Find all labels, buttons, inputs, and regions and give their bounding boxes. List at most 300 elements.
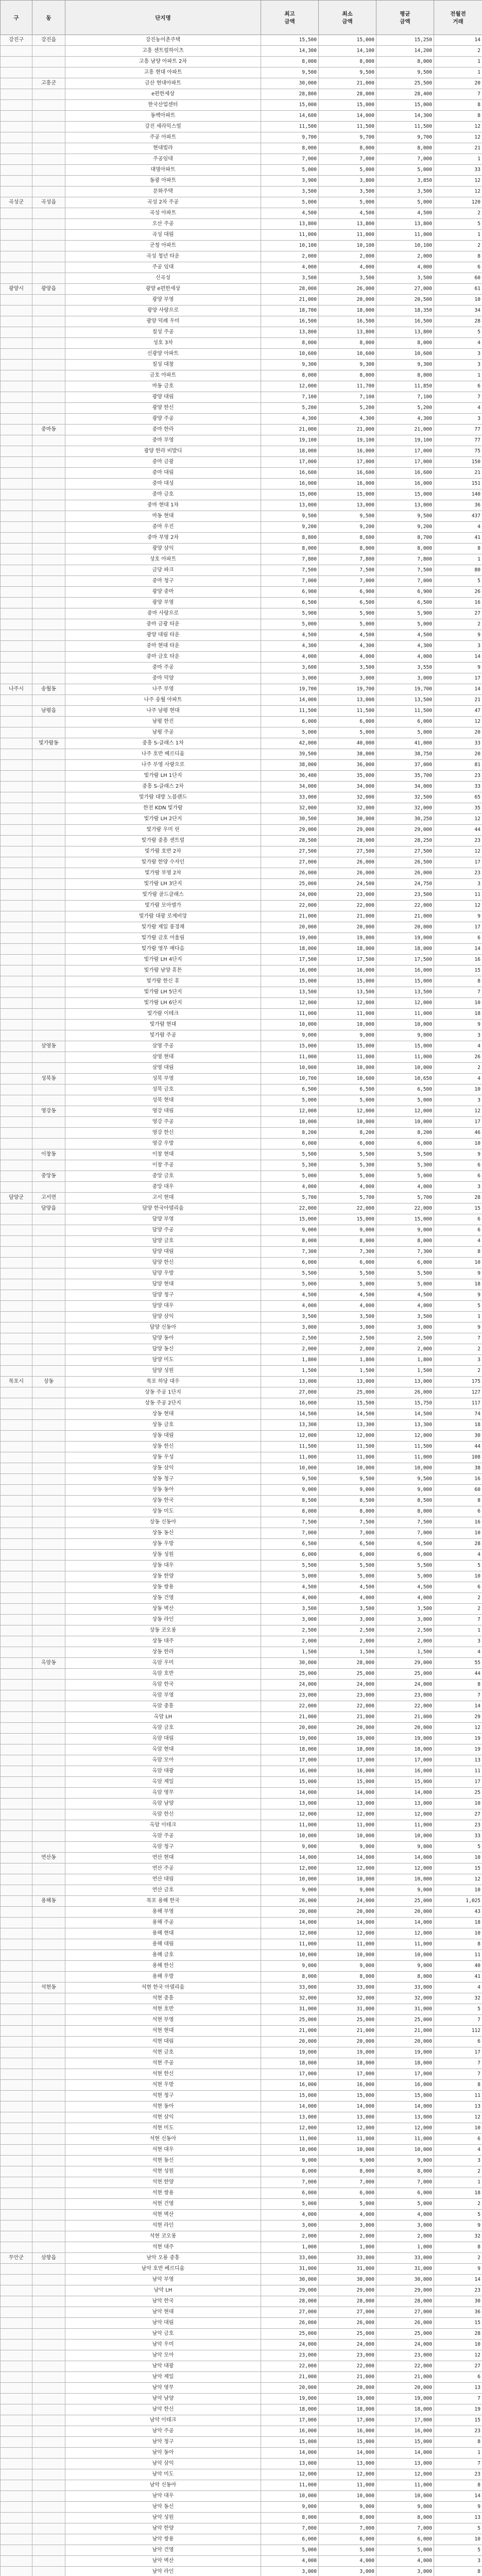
cell-dong xyxy=(32,1020,65,1030)
cell-count: 23 xyxy=(434,2469,482,2480)
table-row xyxy=(1,295,482,306)
table-row xyxy=(1,976,482,987)
cell-dong xyxy=(32,273,65,284)
table-row xyxy=(1,663,482,673)
cell-dong xyxy=(32,2296,65,2307)
cell-avg: 11,500 xyxy=(376,706,434,717)
cell-dong xyxy=(32,208,65,219)
cell-gu xyxy=(1,976,32,987)
table-row xyxy=(1,2372,482,2383)
cell-min: 4,000 xyxy=(319,2556,376,2567)
cell-name: 상동 쌍용 xyxy=(65,1582,261,1593)
cell-count: 12 xyxy=(434,717,482,727)
cell-min: 8,000 xyxy=(319,57,376,67)
cell-dong xyxy=(32,1301,65,1312)
table-row xyxy=(1,1744,482,1755)
cell-max: 17,000 xyxy=(261,1755,319,1766)
cell-min: 20,000 xyxy=(319,2037,376,2047)
cell-count: 10 xyxy=(434,1853,482,1863)
cell-min: 6,500 xyxy=(319,1539,376,1550)
cell-max: 32,000 xyxy=(261,803,319,814)
cell-max: 12,000 xyxy=(261,1928,319,1939)
cell-name: 옥암 남양 xyxy=(65,1799,261,1809)
table-row xyxy=(1,1788,482,1799)
cell-gu xyxy=(1,1344,32,1355)
table-row xyxy=(1,89,482,100)
cell-count: 8 xyxy=(434,1939,482,1950)
cell-min: 7,100 xyxy=(319,392,376,403)
cell-avg: 3,000 xyxy=(376,673,434,684)
cell-gu: 강진구 xyxy=(1,35,32,46)
cell-dong xyxy=(32,695,65,706)
cell-min: 18,000 xyxy=(319,2058,376,2069)
cell-dong xyxy=(32,338,65,349)
cell-gu xyxy=(1,1128,32,1139)
table-row xyxy=(1,522,482,533)
cell-min: 20,000 xyxy=(319,922,376,933)
cell-name: 옥암 중흥 xyxy=(65,1701,261,1712)
cell-max: 8,000 xyxy=(261,1972,319,1982)
cell-count: 60 xyxy=(434,273,482,284)
cell-count: 10 xyxy=(434,1528,482,1539)
cell-name: 상동 신동아 xyxy=(65,1517,261,1528)
cell-min: 18,000 xyxy=(319,944,376,955)
cell-gu xyxy=(1,933,32,944)
cell-count: 44 xyxy=(434,1669,482,1680)
cell-gu xyxy=(1,1009,32,1020)
cell-avg: 17,000 xyxy=(376,2069,434,2080)
cell-max: 13,800 xyxy=(261,327,319,338)
table-row xyxy=(1,1344,482,1355)
cell-avg: 9,200 xyxy=(376,522,434,533)
cell-max: 25,000 xyxy=(261,1669,319,1680)
cell-min: 21,000 xyxy=(319,425,376,435)
cell-min: 16,000 xyxy=(319,965,376,976)
cell-min: 4,000 xyxy=(319,652,376,663)
table-row xyxy=(1,2069,482,2080)
cell-min: 5,000 xyxy=(319,1279,376,1290)
cell-min: 25,000 xyxy=(319,1387,376,1398)
cell-avg: 3,000 xyxy=(376,1615,434,1625)
cell-name: 중마 현대 1차 xyxy=(65,500,261,511)
cell-min: 5,000 xyxy=(319,727,376,738)
cell-gu xyxy=(1,1106,32,1117)
cell-gu xyxy=(1,2015,32,2026)
cell-min: 7,500 xyxy=(319,1517,376,1528)
cell-name: 빛가람 한양 수자인 xyxy=(65,857,261,868)
cell-dong xyxy=(32,836,65,846)
table-row xyxy=(1,2404,482,2415)
table-row xyxy=(1,1366,482,1377)
cell-avg: 12,000 xyxy=(376,2469,434,2480)
cell-avg: 3,500 xyxy=(376,187,434,197)
cell-avg: 13,000 xyxy=(376,2459,434,2469)
cell-name: 빛가람 제일 풍경채 xyxy=(65,922,261,933)
cell-dong xyxy=(32,1084,65,1095)
cell-min: 10,000 xyxy=(319,1831,376,1842)
cell-gu xyxy=(1,241,32,251)
cell-avg: 3,550 xyxy=(376,663,434,673)
cell-min: 16,000 xyxy=(319,2426,376,2437)
cell-dong xyxy=(32,2156,65,2166)
cell-avg: 2,500 xyxy=(376,1333,434,1344)
table-row xyxy=(1,403,482,414)
cell-gu xyxy=(1,1452,32,1463)
cell-min: 30,000 xyxy=(319,814,376,825)
cell-count: 6 xyxy=(434,1506,482,1517)
cell-max: 7,000 xyxy=(261,1528,319,1539)
cell-name: 남악 영무 xyxy=(65,2383,261,2394)
cell-min: 22,000 xyxy=(319,1204,376,1214)
cell-dong xyxy=(32,673,65,684)
cell-name: 중마 청구 xyxy=(65,576,261,587)
cell-dong xyxy=(32,1712,65,1723)
cell-dong xyxy=(32,868,65,879)
cell-max: 18,000 xyxy=(261,2404,319,2415)
cell-count: 9 xyxy=(434,2264,482,2275)
cell-name: 상동 동아 xyxy=(65,1485,261,1496)
table-row xyxy=(1,230,482,241)
cell-dong xyxy=(32,1625,65,1636)
cell-name: 대명아파트 xyxy=(65,165,261,176)
cell-gu xyxy=(1,955,32,965)
cell-dong xyxy=(32,370,65,381)
cell-min: 14,000 xyxy=(319,1918,376,1928)
table-row xyxy=(1,1204,482,1214)
cell-count: 32 xyxy=(434,1993,482,2004)
cell-max: 9,000 xyxy=(261,2502,319,2513)
cell-name: 중흥 S-클래스 1차 xyxy=(65,738,261,749)
cell-count: 9 xyxy=(434,630,482,641)
cell-gu xyxy=(1,1853,32,1863)
cell-avg: 3,000 xyxy=(376,1323,434,1333)
cell-gu xyxy=(1,1744,32,1755)
cell-gu xyxy=(1,522,32,533)
cell-count: 9 xyxy=(434,1323,482,1333)
cell-name: 남악 남양 xyxy=(65,2394,261,2404)
cell-gu xyxy=(1,1214,32,1225)
cell-dong xyxy=(32,1474,65,1485)
cell-name: 석현 한국 아델리움 xyxy=(65,1982,261,1993)
cell-name: 동광 아파트 xyxy=(65,176,261,187)
cell-gu xyxy=(1,2350,32,2361)
cell-max: 31,000 xyxy=(261,2004,319,2015)
cell-max: 42,000 xyxy=(261,738,319,749)
cell-count: 3 xyxy=(434,1095,482,1106)
cell-gu xyxy=(1,1842,32,1853)
cell-count: 2 xyxy=(434,241,482,251)
cell-avg: 18,350 xyxy=(376,306,434,316)
table-row xyxy=(1,868,482,879)
cell-count: 17 xyxy=(434,1117,482,1128)
cell-max: 8,000 xyxy=(261,338,319,349)
cell-name: 담양 우방 xyxy=(65,1268,261,1279)
cell-count: 10 xyxy=(434,1799,482,1809)
cell-name: 용해 부영 xyxy=(65,1907,261,1918)
cell-max: 3,000 xyxy=(261,2221,319,2231)
cell-avg: 5,900 xyxy=(376,608,434,619)
cell-max: 8,200 xyxy=(261,1128,319,1139)
cell-count: 7 xyxy=(434,987,482,998)
cell-count: 9 xyxy=(434,2502,482,2513)
cell-avg: 4,000 xyxy=(376,1182,434,1193)
cell-count: 151 xyxy=(434,479,482,489)
cell-max: 15,000 xyxy=(261,1041,319,1052)
cell-name: 옥암 영무 xyxy=(65,1788,261,1799)
cell-name: 나주 송월 아파트 xyxy=(65,695,261,706)
cell-avg: 11,000 xyxy=(376,2480,434,2491)
cell-name: 남악 성원 xyxy=(65,2513,261,2523)
table-row xyxy=(1,2112,482,2123)
cell-dong xyxy=(32,1225,65,1236)
cell-max: 28,000 xyxy=(261,284,319,295)
cell-dong xyxy=(32,749,65,760)
cell-avg: 32,000 xyxy=(376,1993,434,2004)
cell-count: 8 xyxy=(434,1680,482,1690)
cell-avg: 3,500 xyxy=(376,1604,434,1615)
cell-avg: 9,000 xyxy=(376,1961,434,1972)
cell-gu xyxy=(1,2491,32,2502)
cell-name: 한국산업센터 xyxy=(65,100,261,111)
cell-min: 15,000 xyxy=(319,2091,376,2102)
cell-max: 12,000 xyxy=(261,998,319,1009)
cell-dong: 영강동 xyxy=(32,1106,65,1117)
cell-name: 상동 대림 xyxy=(65,1431,261,1442)
cell-max: 6,000 xyxy=(261,1550,319,1561)
cell-min: 40,000 xyxy=(319,738,376,749)
cell-count: 2 xyxy=(434,2166,482,2177)
cell-dong xyxy=(32,1680,65,1690)
table-row xyxy=(1,2394,482,2404)
cell-name: 강진 세라믹스빌 xyxy=(65,122,261,132)
cell-min: 29,000 xyxy=(319,2285,376,2296)
cell-count: 17 xyxy=(434,1777,482,1788)
cell-max: 3,500 xyxy=(261,1312,319,1323)
table-row xyxy=(1,241,482,251)
cell-gu xyxy=(1,78,32,89)
cell-count: 14 xyxy=(434,652,482,663)
table-row xyxy=(1,435,482,446)
cell-min: 24,000 xyxy=(319,1680,376,1690)
cell-max: 27,500 xyxy=(261,846,319,857)
cell-count: 61 xyxy=(434,284,482,295)
cell-count: 17 xyxy=(434,857,482,868)
cell-gu xyxy=(1,1820,32,1831)
cell-name: 광양 한라 비발디 xyxy=(65,446,261,457)
cell-avg: 24,000 xyxy=(376,2340,434,2350)
cell-count: 10 xyxy=(434,295,482,306)
cell-min: 15,000 xyxy=(319,1214,376,1225)
cell-min: 21,000 xyxy=(319,2026,376,2037)
cell-count: 12 xyxy=(434,1874,482,1885)
cell-name: 석현 라인 xyxy=(65,2221,261,2231)
table-row xyxy=(1,1896,482,1907)
cell-name: 삼영 주공 xyxy=(65,1041,261,1052)
cell-gu xyxy=(1,1885,32,1896)
cell-min: 10,000 xyxy=(319,1874,376,1885)
cell-dong xyxy=(32,1463,65,1474)
cell-min: 27,000 xyxy=(319,2307,376,2318)
cell-dong xyxy=(32,933,65,944)
cell-avg: 8,000 xyxy=(376,544,434,554)
cell-name: 석현 대우 xyxy=(65,2145,261,2156)
cell-dong xyxy=(32,1907,65,1918)
cell-min: 26,000 xyxy=(319,857,376,868)
cell-gu xyxy=(1,944,32,955)
cell-max: 1,000 xyxy=(261,2242,319,2253)
cell-max: 22,000 xyxy=(261,901,319,911)
cell-min: 9,200 xyxy=(319,522,376,533)
cell-dong xyxy=(32,1052,65,1063)
cell-dong xyxy=(32,2502,65,2513)
cell-gu xyxy=(1,316,32,327)
cell-dong xyxy=(32,219,65,230)
cell-dong xyxy=(32,1398,65,1409)
cell-min: 11,000 xyxy=(319,1820,376,1831)
cell-max: 26,000 xyxy=(261,1896,319,1907)
cell-min: 9,500 xyxy=(319,511,376,522)
cell-avg: 34,000 xyxy=(376,782,434,792)
cell-name: 빛가람 한신 휴 xyxy=(65,976,261,987)
cell-name: 용해 대림 xyxy=(65,1939,261,1950)
table-row xyxy=(1,1171,482,1182)
cell-avg: 19,700 xyxy=(376,684,434,695)
cell-count: 9 xyxy=(434,1149,482,1160)
cell-avg: 27,000 xyxy=(376,284,434,295)
cell-name: 중마 금호 타운 xyxy=(65,652,261,663)
cell-min: 13,800 xyxy=(319,219,376,230)
cell-gu xyxy=(1,1550,32,1561)
cell-gu xyxy=(1,1258,32,1268)
table-row xyxy=(1,1690,482,1701)
table-row xyxy=(1,1550,482,1561)
cell-name: 석현 미도 xyxy=(65,2123,261,2134)
cell-avg: 8,000 xyxy=(376,2513,434,2523)
cell-dong xyxy=(32,57,65,67)
cell-count: 7 xyxy=(434,2394,482,2404)
cell-dong xyxy=(32,760,65,771)
table-row xyxy=(1,1290,482,1301)
cell-count: 4 xyxy=(434,522,482,533)
cell-dong xyxy=(32,1247,65,1258)
cell-count: 28 xyxy=(434,1193,482,1204)
table-row xyxy=(1,2102,482,2112)
cell-min: 3,500 xyxy=(319,1604,376,1615)
cell-avg: 16,600 xyxy=(376,468,434,479)
cell-avg: 9,000 xyxy=(376,2156,434,2166)
cell-dong xyxy=(32,2513,65,2523)
cell-max: 13,500 xyxy=(261,987,319,998)
cell-count: 12 xyxy=(434,187,482,197)
cell-count: 12 xyxy=(434,122,482,132)
cell-max: 16,000 xyxy=(261,1766,319,1777)
cell-dong xyxy=(32,2231,65,2242)
cell-name: 석현 현대 xyxy=(65,2026,261,2037)
cell-dong xyxy=(32,154,65,165)
cell-dong xyxy=(32,2145,65,2156)
cell-count: 9 xyxy=(434,1268,482,1279)
cell-name: 금호 아파트 xyxy=(65,370,261,381)
cell-name: 옥암 LH xyxy=(65,1712,261,1723)
cell-dong xyxy=(32,1766,65,1777)
cell-gu xyxy=(1,706,32,717)
cell-gu xyxy=(1,2069,32,2080)
col-min: 최소 금액 xyxy=(319,1,376,35)
cell-count: 15 xyxy=(434,965,482,976)
cell-name: 빛가람 LH 6단지 xyxy=(65,998,261,1009)
cell-gu xyxy=(1,143,32,154)
table-row xyxy=(1,2058,482,2069)
cell-dong xyxy=(32,587,65,598)
cell-count: 40 xyxy=(434,1961,482,1972)
cell-gu xyxy=(1,2004,32,2015)
cell-count: 18 xyxy=(434,2188,482,2199)
cell-dong xyxy=(32,1312,65,1323)
cell-min: 27,500 xyxy=(319,846,376,857)
cell-name: 석현 부영 xyxy=(65,2015,261,2026)
cell-max: 8,000 xyxy=(261,143,319,154)
table-row xyxy=(1,1755,482,1766)
cell-count: 16 xyxy=(434,598,482,608)
cell-name: 남평 주공 xyxy=(65,727,261,738)
cell-name: 석현 대림 xyxy=(65,2037,261,2047)
cell-name: 상동 대우 xyxy=(65,1561,261,1571)
table-row xyxy=(1,1972,482,1982)
cell-count: 3 xyxy=(434,879,482,890)
cell-gu xyxy=(1,1117,32,1128)
cell-min: 6,000 xyxy=(319,2534,376,2545)
cell-gu xyxy=(1,2047,32,2058)
cell-dong xyxy=(32,533,65,544)
cell-min: 10,600 xyxy=(319,349,376,360)
cell-name: 빛가람 호반 2차 xyxy=(65,846,261,857)
cell-avg: 5,200 xyxy=(376,403,434,414)
cell-gu xyxy=(1,608,32,619)
cell-gu xyxy=(1,446,32,457)
cell-avg: 5,700 xyxy=(376,1193,434,1204)
cell-name: 옥암 금호 xyxy=(65,1723,261,1734)
cell-min: 8,200 xyxy=(319,1128,376,1139)
cell-name: 상동 미도 xyxy=(65,1506,261,1517)
cell-gu xyxy=(1,2372,32,2383)
cell-name: 상동 우성 xyxy=(65,1452,261,1463)
cell-name: 연산 대림 xyxy=(65,1874,261,1885)
cell-max: 6,000 xyxy=(261,2534,319,2545)
cell-count: 33 xyxy=(434,1831,482,1842)
table-row xyxy=(1,738,482,749)
cell-gu xyxy=(1,2394,32,2404)
cell-count: 27 xyxy=(434,1809,482,1820)
cell-gu xyxy=(1,1561,32,1571)
cell-min: 14,500 xyxy=(319,1409,376,1420)
cell-min: 36,000 xyxy=(319,760,376,771)
cell-name: 고흥 현대 아파트 xyxy=(65,67,261,78)
cell-gu xyxy=(1,1236,32,1247)
cell-count: 6 xyxy=(434,2037,482,2047)
cell-count: 2 xyxy=(434,1366,482,1377)
cell-count: 3 xyxy=(434,1182,482,1193)
cell-name: 한전 KDN 빛가람 xyxy=(65,803,261,814)
cell-gu xyxy=(1,2145,32,2156)
cell-name: 상동 대주 xyxy=(65,1636,261,1647)
cell-count: 3 xyxy=(434,641,482,652)
cell-dong xyxy=(32,435,65,446)
cell-count: 3 xyxy=(434,1355,482,1366)
cell-min: 28,000 xyxy=(319,2296,376,2307)
table-row xyxy=(1,1734,482,1744)
cell-min: 16,000 xyxy=(319,2080,376,2091)
table-row xyxy=(1,1712,482,1723)
